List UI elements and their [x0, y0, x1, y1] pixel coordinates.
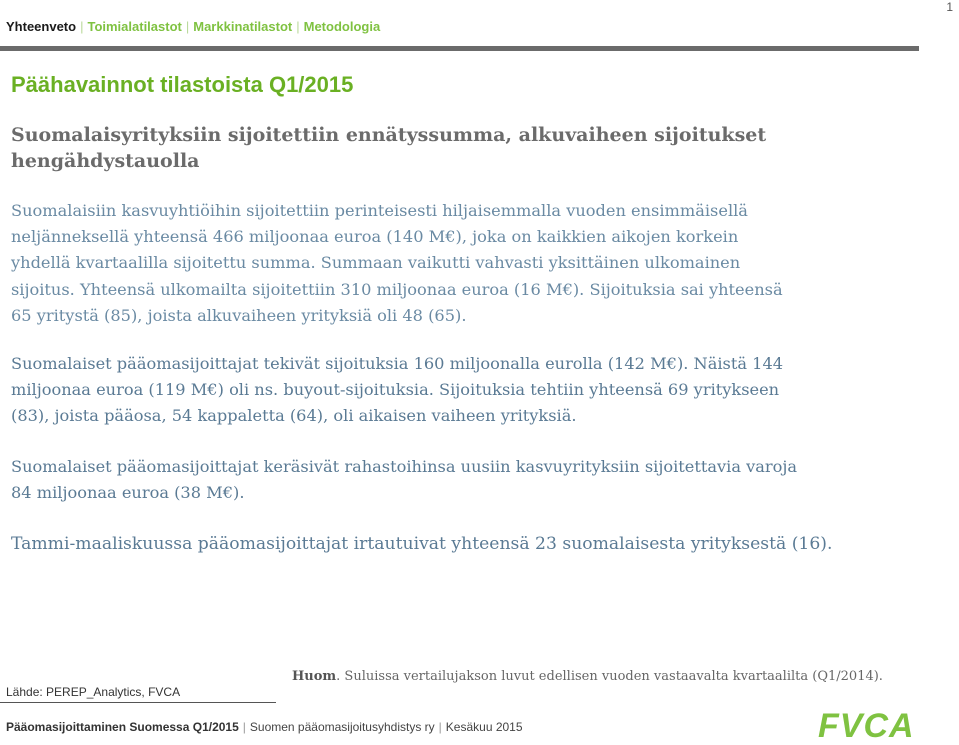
source-citation: Lähde: PEREP_Analytics, FVCA	[6, 685, 181, 699]
nav-separator: |	[185, 19, 190, 34]
tab-yhteenveto[interactable]: Yhteenveto	[6, 19, 77, 34]
paragraph-fundraising	[11, 454, 931, 506]
footer-org: Suomen pääomasijoitusyhdistys ry	[249, 720, 435, 734]
paragraph-line: neljänneksellä yhteensä 466 miljoonaa euroa (140 M€), joka on kaikkien aikojen korkein	[11, 227, 739, 247]
paragraph-line: Suomalaiset pääomasijoittajat keräsivät rahastoihinsa uusiin kasvuyrityksiin sijoitettavia varoja	[11, 457, 798, 476]
paragraph-line: 84 miljoonaa euroa (38 M€).	[11, 483, 245, 503]
page-number: 1	[946, 0, 953, 14]
paragraph-line: Tammi-maaliskuussa pääomasijoittajat irtautuivat yhteensä 23 suomalaisesta yrityksestä (16).	[11, 534, 833, 554]
footer-date: Kesäkuu 2015	[445, 720, 523, 734]
footer-title: Pääomasijoittaminen Suomessa Q1/2015	[6, 720, 239, 734]
paragraph-investments	[11, 198, 931, 329]
paragraph-line: Suomalaiset pääomasijoittajat tekivät sijoituksia 160 miljoonalla eurolla (142 M€). Näistä 144	[11, 354, 784, 373]
top-navigation	[6, 19, 380, 34]
subtitle-line: hengähdystauolla	[11, 150, 200, 172]
paragraph-line: (83), joista pääosa, 54 kappaletta (64), oli aikaisen vaiheen yrityksiä.	[11, 406, 577, 426]
paragraph-domestic-investors	[11, 351, 931, 430]
tab-markkinatilastot[interactable]: Markkinatilastot	[193, 19, 293, 34]
paragraph-line: 65 yritystä (85), joista alkuvaiheen yrityksiä oli 48 (65).	[11, 305, 467, 325]
paragraph-line: miljoonaa euroa (119 M€) oli ns. buyout-sijoituksia. Sijoituksia tehtiin yhteensä 69 yritykseen	[11, 380, 780, 400]
paragraph-line: yhdellä kvartaalilla sijoitettu summa. Summaan vaikutti vahvasti yksittäinen ulkomainen	[11, 253, 741, 273]
footer-separator: |	[242, 720, 246, 734]
nav-separator: |	[80, 19, 84, 34]
subtitle	[11, 122, 891, 174]
paragraph-line: Suomalaisiin kasvuyhtiöihin sijoitettiin perinteisesti hiljaisemmalla vuoden ensimmäisellä	[11, 201, 748, 220]
note-label: Huom	[292, 669, 337, 684]
paragraph-line: sijoitus. Yhteensä ulkomailta sijoitettiin 310 miljoonaa euroa (16 M€). Sijoituksia sai yhteensä	[11, 279, 783, 299]
paragraph-exits	[11, 531, 931, 557]
footer-separator: |	[438, 720, 442, 734]
subtitle-line: Suomalaisyrityksiin sijoitettiin ennätyssumma, alkuvaiheen sijoitukset	[11, 124, 767, 146]
note-text: . Suluissa vertailujakson luvut edellisen vuoden vastaavalta kvartaalilta (Q1/2014).	[336, 669, 883, 684]
note	[292, 669, 883, 684]
page-title: Päähavainnot tilastoista Q1/2015	[11, 72, 354, 97]
header-divider	[0, 46, 919, 51]
footer	[6, 720, 523, 734]
source-divider	[0, 702, 276, 703]
fvca-logo: FVCA	[818, 707, 915, 745]
tab-toimialatilastot[interactable]: Toimialatilastot	[87, 19, 182, 34]
nav-separator: |	[296, 19, 300, 34]
tab-metodologia[interactable]: Metodologia	[303, 19, 381, 34]
